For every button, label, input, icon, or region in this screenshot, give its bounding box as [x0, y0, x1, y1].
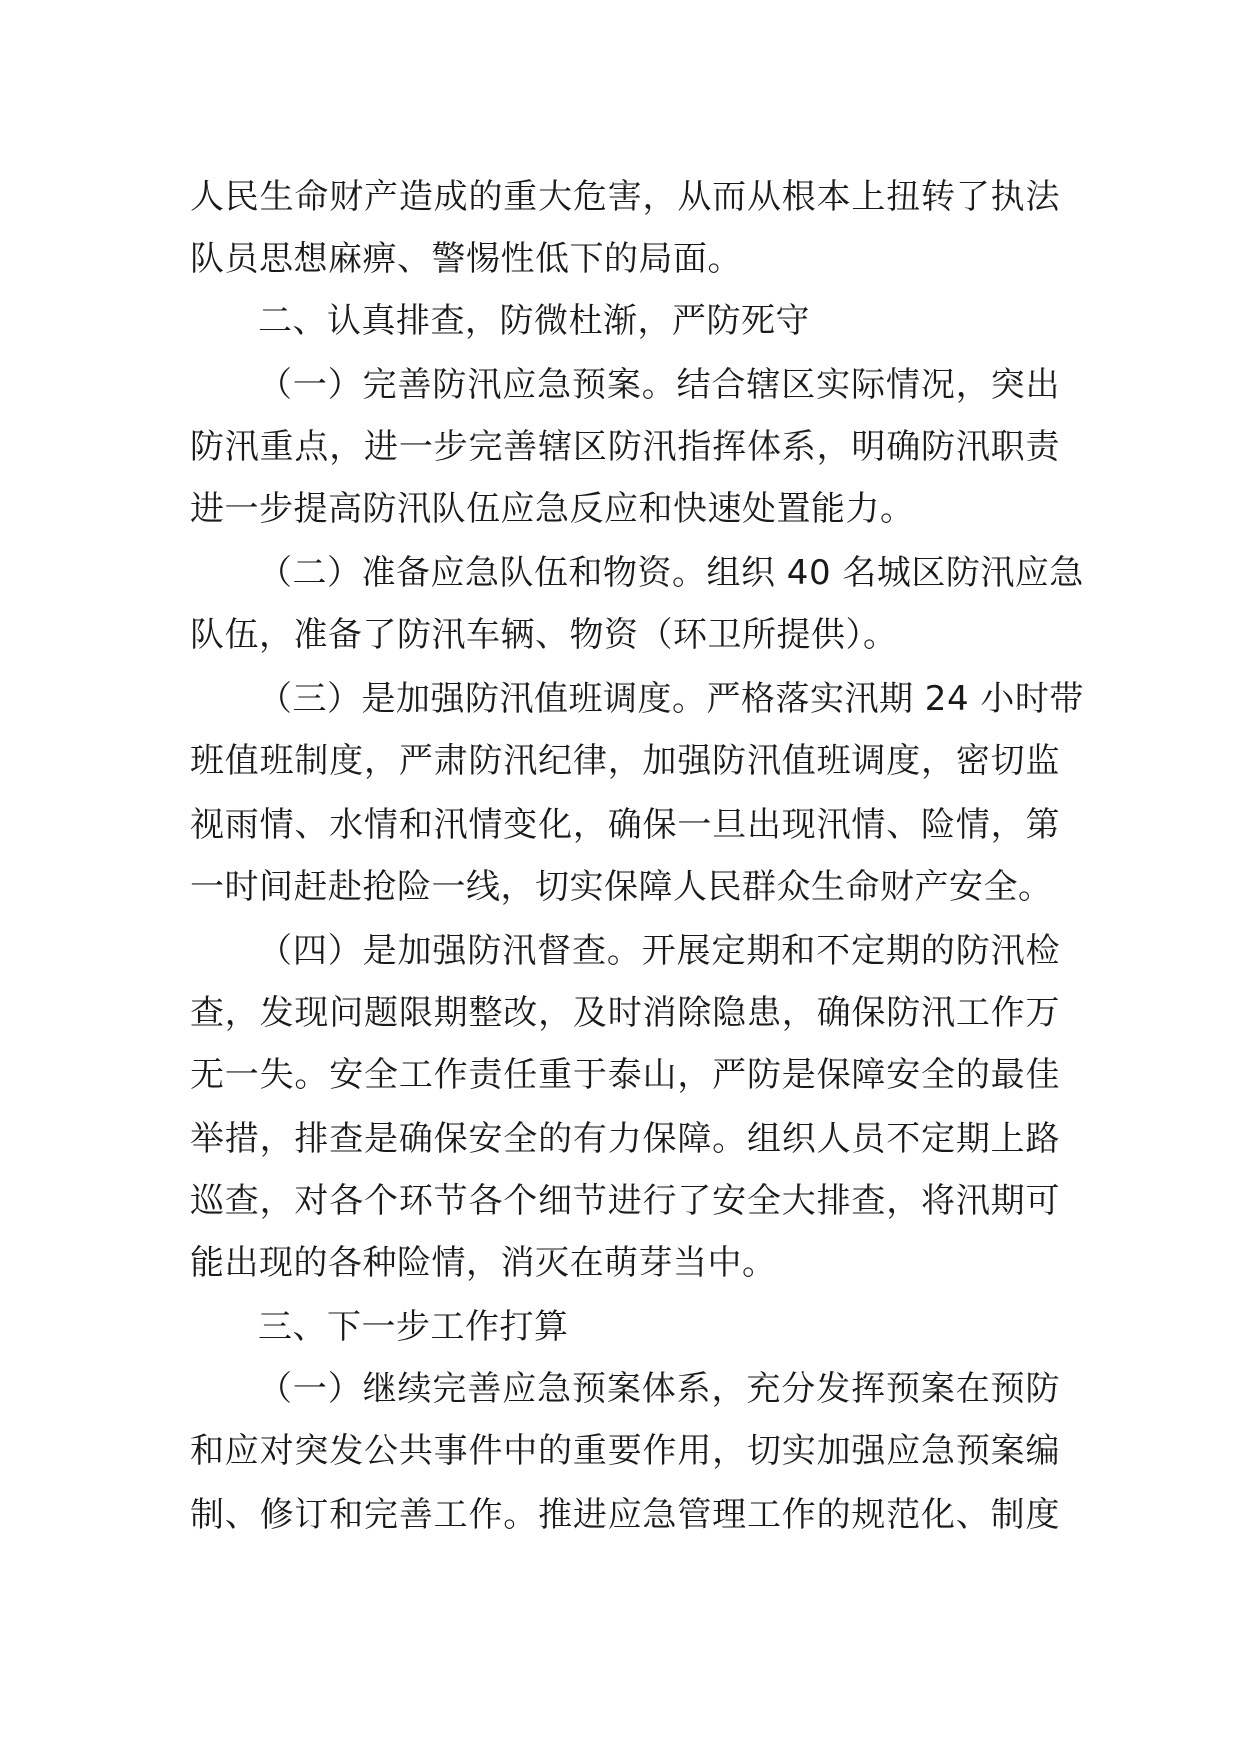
text-line: 班值班制度，严肃防汛纪律，加强防汛值班调度，密切监	[190, 741, 1060, 781]
text-line: 进一步提高防汛队伍应急反应和快速处置能力。	[190, 489, 915, 529]
text-line: 防汛重点，进一步完善辖区防汛指挥体系，明确防汛职责	[190, 427, 1060, 467]
text-line: （一）继续完善应急预案体系，充分发挥预案在预防	[258, 1369, 1060, 1409]
text-line: 举措，排查是确保安全的有力保障。组织人员不定期上路	[190, 1119, 1060, 1159]
text-line: 制、修订和完善工作。推进应急管理工作的规范化、制度	[190, 1495, 1060, 1535]
text-line: （四）是加强防汛督查。开展定期和不定期的防汛检	[258, 931, 1060, 971]
section-heading: 三、下一步工作打算	[258, 1307, 569, 1347]
section-heading: 二、认真排查，防微杜渐，严防死守	[258, 301, 810, 341]
text-line: 人民生命财产造成的重大危害，从而从根本上扭转了执法	[190, 177, 1060, 217]
text-line: 队员思想麻痹、警惕性低下的局面。	[190, 239, 742, 279]
text-line: （一）完善防汛应急预案。结合辖区实际情况，突出	[258, 365, 1060, 405]
text-line: （三）是加强防汛值班调度。严格落实汛期 24 小时带	[258, 679, 1084, 719]
text-line: 无一失。安全工作责任重于泰山，严防是保障安全的最佳	[190, 1055, 1060, 1095]
text-line: 一时间赶赴抢险一线，切实保障人民群众生命财产安全。	[190, 867, 1053, 907]
text-line: 队伍，准备了防汛车辆、物资（环卫所提供）。	[190, 615, 898, 655]
text-line: 巡查，对各个环节各个细节进行了安全大排查，将汛期可	[190, 1181, 1060, 1221]
text-line: 查，发现问题限期整改，及时消除隐患，确保防汛工作万	[190, 993, 1060, 1033]
text-line: 视雨情、水情和汛情变化，确保一旦出现汛情、险情，第	[190, 805, 1060, 845]
text-line: （二）准备应急队伍和物资。组织 40 名城区防汛应急	[258, 553, 1084, 593]
text-line: 能出现的各种险情，消灭在萌芽当中。	[190, 1243, 777, 1283]
text-line: 和应对突发公共事件中的重要作用，切实加强应急预案编	[190, 1431, 1060, 1471]
